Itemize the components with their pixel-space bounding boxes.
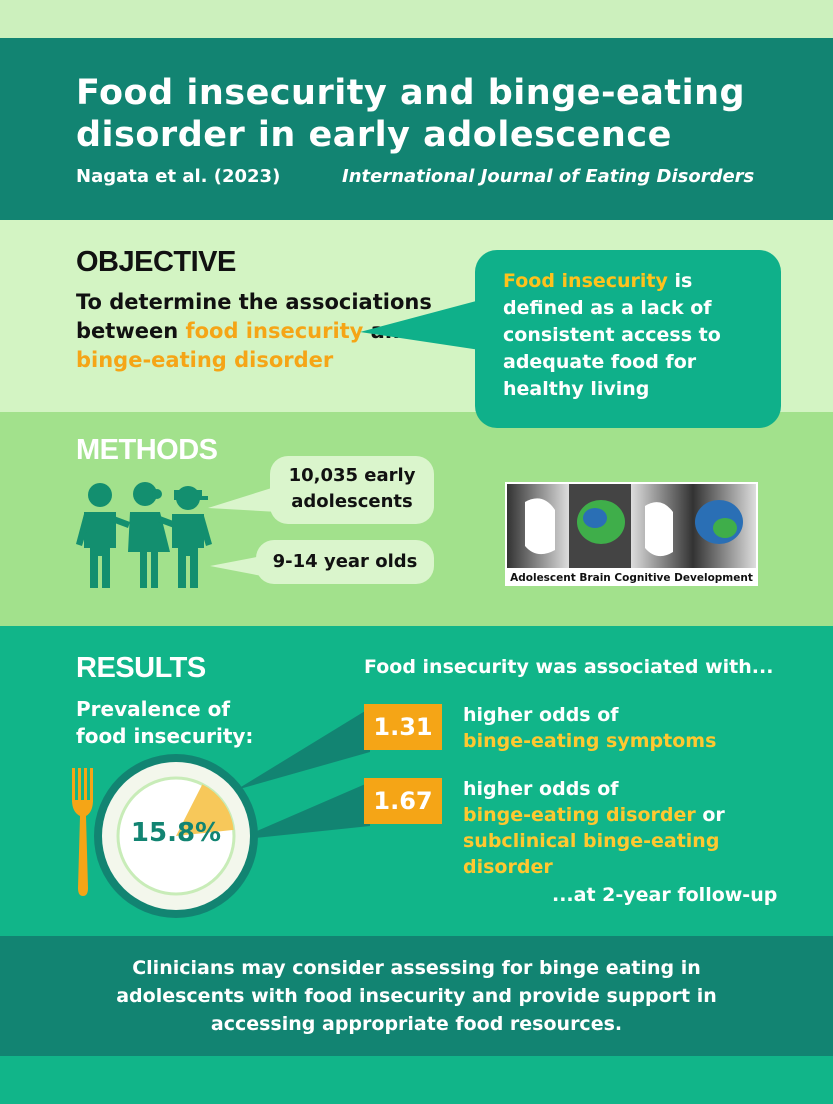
objective-text: To determine the associations between food insecuritybinge-eating disorder xyxy=(76,290,432,372)
age-range-text: 9-14 year olds xyxy=(272,551,418,572)
outcome-binge-eating-symptoms: binge-eating symptoms xyxy=(463,730,717,752)
prevalence-label: Prevalence of food insecurity: xyxy=(76,697,254,748)
journal-name: International Journal of Eating Disorders xyxy=(342,166,755,187)
authors: Nagata et al. (2023) xyxy=(76,166,281,187)
followup-note: ...at 2-year follow-up xyxy=(552,884,778,906)
sample-size-text: 10,035 early adolescents xyxy=(288,465,416,512)
outcome-subclinical-bed: subclinical binge-eating disorder xyxy=(463,830,720,878)
odds-text-2: higher odds of binge-eating disorder or subclinical binge-eating disorder xyxy=(463,778,725,878)
association-intro: Food insecurity was associated with... xyxy=(364,656,774,678)
conclusion-text: Clinicians may consider assessing for binge eating in adolescents with food insecurity and provide support in accessing appropriate food resources. xyxy=(116,957,717,1035)
methods-heading: METHODS xyxy=(76,434,218,466)
results-heading: RESULTS xyxy=(76,652,206,684)
outcome-binge-eating-disorder: binge-eating disorder xyxy=(463,804,696,826)
odds-text-1: higher odds of binge-eating symptoms xyxy=(463,704,717,752)
highlight-food-insecurity: food insecurity xyxy=(185,319,364,343)
abcd-logo-label: Adolescent Brain Cognitive Development xyxy=(510,572,753,584)
definition-text: Food insecurity is defined as a lack of consistent access to adequate food for healthy living xyxy=(503,270,721,400)
prevalence-value: 15.8% xyxy=(130,818,222,848)
objective-heading: OBJECTIVE xyxy=(76,246,236,278)
odds-badge-1: 1.31 xyxy=(364,704,442,750)
odds-badge-2: 1.67 xyxy=(364,778,442,824)
page-title: Food insecurity and binge-eating disorder in early adolescence xyxy=(76,73,746,155)
definition-term: Food insecurity xyxy=(503,270,668,292)
highlight-binge-eating-disorder: binge-eating disorder xyxy=(76,348,334,372)
